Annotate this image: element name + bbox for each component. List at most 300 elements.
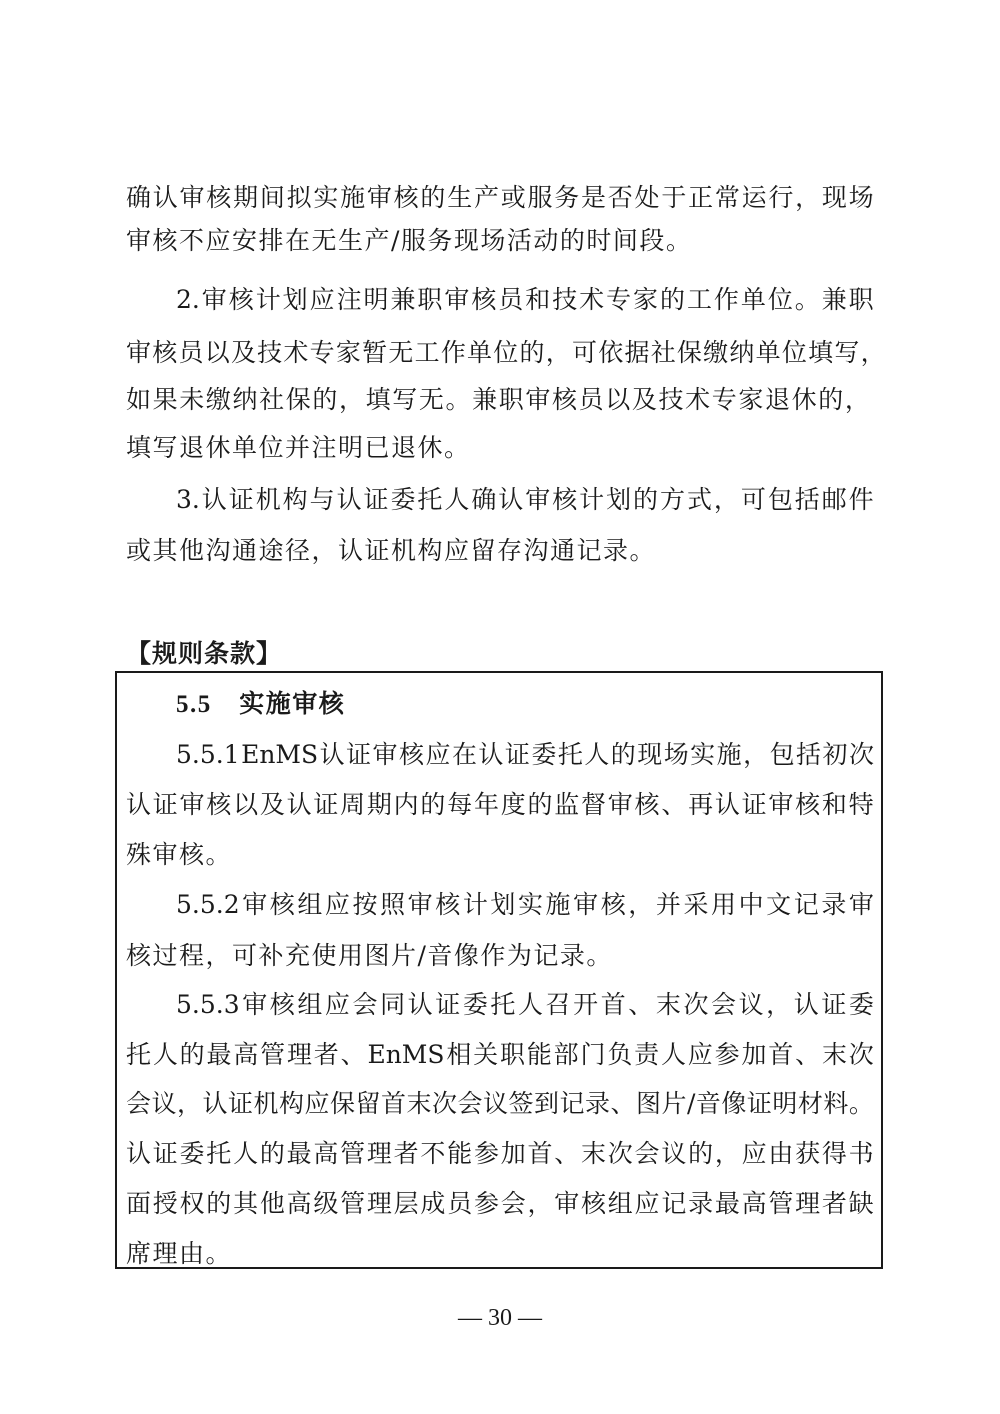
- text-glyph: 机: [255, 485, 281, 514]
- text-glyph: 、: [628, 990, 654, 1019]
- text-glyph: 计: [462, 890, 488, 919]
- text-glyph: 证: [435, 990, 461, 1019]
- text-glyph: 、: [340, 1040, 366, 1069]
- text-glyph: 记: [793, 890, 819, 919]
- text-glyph: 参: [714, 1040, 740, 1069]
- text-glyph: 证: [313, 790, 339, 819]
- text-glyph: 。: [794, 285, 820, 314]
- text-glyph: 的: [206, 1189, 232, 1218]
- text-glyph: 间: [259, 183, 285, 212]
- text-glyph: 的: [818, 385, 844, 414]
- text-glyph: 实: [313, 183, 339, 212]
- text-glyph: 计: [579, 485, 605, 514]
- text-glyph: 应: [304, 1089, 330, 1118]
- text-glyph: 核: [206, 790, 232, 819]
- text-glyph: 方: [660, 485, 686, 514]
- text-glyph: 的: [179, 1040, 205, 1069]
- text-glyph: 实: [517, 890, 543, 919]
- text-glyph: 末: [821, 1040, 847, 1069]
- text-glyph: 务: [554, 183, 580, 212]
- text-glyph: 采: [683, 890, 709, 919]
- text-glyph: 成: [420, 1189, 446, 1218]
- text-glyph: 首: [768, 1040, 794, 1069]
- text-glyph: 高: [286, 1189, 312, 1218]
- text-glyph: EnMS: [241, 740, 319, 769]
- text-glyph: 的: [688, 1139, 714, 1168]
- text-glyph: 保: [676, 338, 702, 367]
- text-glyph: 审: [242, 890, 268, 919]
- text-glyph: 核: [795, 790, 821, 819]
- text-glyph: 委: [179, 1139, 205, 1168]
- text-glyph: 单: [740, 285, 766, 314]
- text-glyph: 认: [478, 740, 504, 769]
- paragraph-line: [126, 382, 870, 418]
- text-glyph: 家: [738, 385, 764, 414]
- text-glyph: 料: [823, 1089, 849, 1118]
- text-glyph: 核: [552, 485, 578, 514]
- text-glyph: 次: [683, 990, 709, 1019]
- text-glyph: 次: [432, 1089, 458, 1118]
- text-glyph: 记: [661, 1189, 687, 1218]
- paragraph-line: [176, 482, 874, 518]
- text-glyph: 审: [179, 183, 205, 212]
- text-glyph: 证: [152, 1139, 178, 1168]
- text-glyph: 确: [471, 485, 497, 514]
- text-glyph: 核: [269, 890, 295, 919]
- text-glyph: 术: [579, 285, 605, 314]
- text-glyph: 由: [768, 1139, 794, 1168]
- text-glyph: 认: [126, 790, 152, 819]
- text-glyph: 首: [527, 1139, 553, 1168]
- text-glyph: 管: [768, 1189, 794, 1218]
- text-glyph: 应: [634, 1189, 660, 1218]
- text-glyph: 内: [393, 790, 419, 819]
- text-glyph: 再: [688, 790, 714, 819]
- text-glyph: 授: [152, 1189, 178, 1218]
- text-glyph: 托: [417, 485, 443, 514]
- text-glyph: 核: [600, 890, 626, 919]
- text-glyph: 是: [581, 183, 607, 212]
- text-glyph: 社: [650, 338, 676, 367]
- text-glyph: 核: [471, 285, 497, 314]
- text-glyph: 、: [661, 790, 687, 819]
- text-glyph: 常: [714, 183, 740, 212]
- text-glyph: 技: [552, 285, 578, 314]
- text-glyph: 托: [557, 740, 583, 769]
- text-glyph: 部: [553, 1040, 579, 1069]
- text-glyph: 组: [297, 990, 323, 1019]
- text-glyph: 的: [633, 485, 659, 514]
- text-glyph: 机: [253, 1089, 279, 1118]
- text-glyph: 证: [746, 1089, 772, 1118]
- clause-line: [126, 787, 874, 823]
- text-glyph: 每: [447, 790, 473, 819]
- text-glyph: 认: [714, 790, 740, 819]
- text-glyph: 术: [685, 385, 711, 414]
- text-glyph: 员: [447, 1189, 473, 1218]
- text-glyph: 职: [848, 285, 874, 314]
- text-glyph: 与: [309, 485, 335, 514]
- text-glyph: 行: [768, 183, 794, 212]
- text-glyph: 审: [848, 890, 874, 919]
- text-glyph: 无: [418, 385, 444, 414]
- text-glyph: 委: [462, 990, 488, 1019]
- text-glyph: 暂: [362, 338, 388, 367]
- text-glyph: ，: [743, 740, 769, 769]
- text-glyph: 负: [607, 1040, 633, 1069]
- clause-line: [126, 1086, 874, 1122]
- text-glyph: 管: [340, 1189, 366, 1218]
- text-glyph: 明: [363, 285, 389, 314]
- text-glyph: 邮: [821, 485, 847, 514]
- text-glyph: 核: [206, 183, 232, 212]
- text-glyph: 施: [545, 890, 571, 919]
- text-glyph: 议: [661, 1139, 687, 1168]
- text-glyph: 家: [633, 285, 659, 314]
- text-glyph: 末: [406, 1089, 432, 1118]
- text-glyph: 实: [690, 740, 716, 769]
- text-glyph: 于: [661, 183, 687, 212]
- clause-title: [176, 686, 345, 722]
- text-glyph: 获: [795, 1139, 821, 1168]
- text-glyph: 处: [634, 183, 660, 212]
- text-glyph: 核: [228, 285, 254, 314]
- text-glyph: 中: [738, 890, 764, 919]
- text-glyph: 理: [366, 1189, 392, 1218]
- text-glyph: 如: [126, 385, 152, 414]
- text-glyph: 高: [313, 1139, 339, 1168]
- text-glyph: 确: [126, 183, 152, 212]
- text-glyph: 单: [755, 338, 781, 367]
- text-glyph: 期: [233, 183, 259, 212]
- text-glyph: 及: [230, 338, 256, 367]
- text-glyph: 管: [260, 1040, 286, 1069]
- text-glyph: 他: [259, 1189, 285, 1218]
- text-glyph: 末: [655, 990, 681, 1019]
- text-glyph: 审: [242, 990, 268, 1019]
- text-glyph: 应: [425, 740, 451, 769]
- text-glyph: 人: [444, 485, 470, 514]
- text-glyph: 认: [202, 1089, 228, 1118]
- text-glyph: 纳: [232, 385, 258, 414]
- text-glyph: 可: [571, 338, 597, 367]
- text-glyph: 应: [309, 285, 335, 314]
- text-glyph: 核: [435, 890, 461, 919]
- text-glyph: 施: [716, 740, 742, 769]
- text-glyph: 次: [848, 740, 874, 769]
- text-glyph: 职: [498, 385, 524, 414]
- text-glyph: 认: [336, 485, 362, 514]
- text-glyph: 。: [848, 1089, 874, 1118]
- text-glyph: 在: [451, 740, 477, 769]
- text-glyph: 的: [610, 740, 636, 769]
- clause-line: 席理由。: [126, 1239, 233, 1268]
- clause-line: 殊审核。: [126, 840, 233, 869]
- text-glyph: 括: [796, 740, 822, 769]
- text-glyph: 服: [527, 183, 553, 212]
- text-glyph: 位: [767, 285, 793, 314]
- text-glyph: 同: [380, 990, 406, 1019]
- text-glyph: 证: [346, 740, 372, 769]
- text-glyph: 运: [741, 183, 767, 212]
- text-glyph: 理: [795, 1189, 821, 1218]
- text-glyph: 专: [606, 285, 632, 314]
- text-glyph: 包: [769, 740, 795, 769]
- text-glyph: 委: [848, 990, 874, 1019]
- text-glyph: 场: [663, 740, 689, 769]
- text-glyph: 位: [493, 338, 519, 367]
- text-glyph: 的: [519, 338, 545, 367]
- text-glyph: ，: [713, 485, 739, 514]
- text-glyph: 门: [580, 1040, 606, 1069]
- text-glyph: 可: [740, 485, 766, 514]
- text-glyph: 证: [363, 485, 389, 514]
- text-glyph: ，: [545, 338, 571, 367]
- text-glyph: 保: [285, 385, 311, 414]
- text-glyph: 用: [711, 890, 737, 919]
- text-glyph: 证: [228, 485, 254, 514]
- text-glyph: 明: [772, 1089, 798, 1118]
- text-glyph: 理: [366, 1139, 392, 1168]
- text-glyph: 审: [607, 790, 633, 819]
- text-glyph: ，: [860, 338, 886, 367]
- text-glyph: 证: [741, 790, 767, 819]
- text-glyph: 按: [352, 890, 378, 919]
- text-glyph: 的: [312, 385, 338, 414]
- clause-title-number: 5.5: [176, 691, 212, 718]
- text-glyph: 人: [517, 990, 543, 1019]
- text-glyph: 保: [330, 1089, 356, 1118]
- text-glyph: 会: [457, 1089, 483, 1118]
- clause-line: [126, 1186, 874, 1222]
- text-glyph: 审: [126, 338, 152, 367]
- text-glyph: 及: [259, 790, 285, 819]
- paragraph-line: 或其他沟通途径，认证机构应留存沟通记录。: [126, 536, 657, 565]
- text-glyph: 关: [473, 1040, 499, 1069]
- text-glyph: 应: [687, 1040, 713, 1069]
- text-glyph: 员: [178, 338, 204, 367]
- text-glyph: 审: [201, 285, 227, 314]
- text-glyph: 作: [440, 338, 466, 367]
- text-glyph: 或: [500, 183, 526, 212]
- text-glyph: 以: [204, 338, 230, 367]
- paragraph-line: 填写退休单位并注明已退休。: [126, 433, 471, 462]
- text-glyph: ，: [177, 1089, 203, 1118]
- text-glyph: 社: [259, 385, 285, 414]
- text-glyph: 周: [340, 790, 366, 819]
- text-glyph: 及: [631, 385, 657, 414]
- text-glyph: 兼: [390, 285, 416, 314]
- text-glyph: 审: [554, 1189, 580, 1218]
- text-glyph: 能: [526, 1040, 552, 1069]
- text-glyph: 能: [447, 1139, 473, 1168]
- text-glyph: 到: [534, 1089, 560, 1118]
- text-glyph: 得: [821, 1139, 847, 1168]
- text-glyph: 、: [795, 1040, 821, 1069]
- text-glyph: 位: [781, 338, 807, 367]
- text-glyph: 退: [765, 385, 791, 414]
- clause-title-text: 实施审核: [239, 689, 346, 718]
- text-glyph: 施: [340, 183, 366, 212]
- text-glyph: 最: [286, 1139, 312, 1168]
- text-glyph: 像: [721, 1089, 747, 1118]
- paragraph-line: 审核不应安排在无生产/服务现场活动的时间段。: [126, 226, 693, 255]
- text-glyph: 议: [738, 990, 764, 1019]
- paragraph-line: [176, 282, 874, 318]
- clause-line: [176, 887, 874, 923]
- text-glyph: 审: [407, 890, 433, 919]
- clause-line: [126, 1136, 874, 1172]
- text-glyph: 责: [634, 1040, 660, 1069]
- text-glyph: 兼: [472, 385, 498, 414]
- text-glyph: 录: [688, 1189, 714, 1218]
- text-glyph: 认: [793, 990, 819, 1019]
- text-glyph: 的: [420, 183, 446, 212]
- text-glyph: 2.: [176, 285, 200, 314]
- text-glyph: 职: [500, 1040, 526, 1069]
- text-glyph: 件: [848, 485, 874, 514]
- text-glyph: 专: [711, 385, 737, 414]
- text-glyph: 场: [848, 183, 874, 212]
- text-glyph: 拟: [286, 183, 312, 212]
- text-glyph: 划: [490, 890, 516, 919]
- text-glyph: 纳: [729, 338, 755, 367]
- text-glyph: 审: [525, 385, 551, 414]
- text-glyph: 认: [201, 485, 227, 514]
- text-glyph: 构: [279, 1089, 305, 1118]
- text-glyph: 录: [821, 890, 847, 919]
- text-glyph: 相: [446, 1040, 472, 1069]
- text-glyph: 核: [634, 790, 660, 819]
- text-glyph: 的: [527, 790, 553, 819]
- text-glyph: 会: [634, 1139, 660, 1168]
- clause-line: [126, 1037, 874, 1073]
- text-glyph: 缴: [205, 385, 231, 414]
- text-glyph: 注: [336, 285, 362, 314]
- text-glyph: 议: [483, 1089, 509, 1118]
- text-glyph: 核: [581, 1189, 607, 1218]
- text-glyph: 认: [498, 485, 524, 514]
- text-glyph: 技: [658, 385, 684, 414]
- text-glyph: 最: [206, 1040, 232, 1069]
- text-glyph: 应: [324, 990, 350, 1019]
- text-glyph: 图: [636, 1089, 662, 1118]
- text-glyph: 以: [605, 385, 631, 414]
- text-glyph: ，: [714, 1139, 740, 1168]
- text-glyph: 材: [797, 1089, 823, 1118]
- text-glyph: ，: [766, 990, 792, 1019]
- text-glyph: 证: [152, 790, 178, 819]
- text-glyph: 督: [581, 790, 607, 819]
- text-glyph: 度: [500, 790, 526, 819]
- text-glyph: 、: [610, 1089, 636, 1118]
- text-glyph: 的: [259, 1139, 285, 1168]
- text-glyph: 核: [393, 183, 419, 212]
- text-glyph: 者: [393, 1139, 419, 1168]
- text-glyph: EnMS: [367, 1040, 445, 1069]
- text-glyph: 级: [313, 1189, 339, 1218]
- text-glyph: 层: [393, 1189, 419, 1218]
- text-glyph: 家: [335, 338, 361, 367]
- page-number: — 30 —: [458, 1305, 542, 1331]
- text-glyph: 期: [366, 790, 392, 819]
- text-glyph: 工: [686, 285, 712, 314]
- text-glyph: 包: [767, 485, 793, 514]
- text-glyph: 委: [390, 485, 416, 514]
- text-glyph: ，: [844, 385, 870, 414]
- text-glyph: 缺: [848, 1189, 874, 1218]
- text-glyph: 审: [179, 790, 205, 819]
- text-glyph: 计: [255, 285, 281, 314]
- text-glyph: 开: [573, 990, 599, 1019]
- clause-line: [176, 737, 874, 773]
- text-glyph: 5.5.3: [176, 990, 240, 1019]
- text-glyph: 年: [473, 790, 499, 819]
- section-heading: 【规则条款】: [126, 639, 283, 668]
- text-glyph: 音: [695, 1089, 721, 1118]
- text-glyph: 认: [126, 1139, 152, 1168]
- text-glyph: 单: [467, 338, 493, 367]
- text-glyph: 现: [637, 740, 663, 769]
- text-glyph: 、: [554, 1139, 580, 1168]
- text-glyph: 技: [257, 338, 283, 367]
- text-glyph: 管: [340, 1139, 366, 1168]
- text-glyph: 认: [407, 990, 433, 1019]
- text-glyph: 员: [578, 385, 604, 414]
- text-glyph: 会: [126, 1089, 152, 1118]
- text-glyph: 划: [606, 485, 632, 514]
- text-glyph: 参: [473, 1189, 499, 1218]
- text-glyph: 认: [286, 790, 312, 819]
- text-glyph: 次: [848, 1040, 874, 1069]
- text-glyph: 缴: [703, 338, 729, 367]
- text-glyph: 和: [525, 285, 551, 314]
- text-glyph: 兼: [821, 285, 847, 314]
- text-glyph: 者: [313, 1040, 339, 1069]
- text-glyph: 组: [607, 1189, 633, 1218]
- text-glyph: 生: [447, 183, 473, 212]
- text-glyph: 会: [352, 990, 378, 1019]
- text-glyph: 面: [126, 1189, 152, 1218]
- text-glyph: 权: [179, 1189, 205, 1218]
- text-glyph: 最: [714, 1189, 740, 1218]
- text-glyph: 次: [607, 1139, 633, 1168]
- text-glyph: 托: [490, 990, 516, 1019]
- text-glyph: 审: [366, 183, 392, 212]
- text-glyph: 录: [585, 1089, 611, 1118]
- text-glyph: 审: [444, 285, 470, 314]
- text-glyph: 高: [233, 1040, 259, 1069]
- text-glyph: 构: [282, 485, 308, 514]
- text-glyph: 的: [660, 285, 686, 314]
- text-glyph: 会: [711, 990, 737, 1019]
- text-glyph: 议: [151, 1089, 177, 1118]
- text-glyph: 记: [559, 1089, 585, 1118]
- text-glyph: 证: [821, 990, 847, 1019]
- text-glyph: 产: [473, 183, 499, 212]
- text-glyph: 并: [655, 890, 681, 919]
- text-glyph: 加: [500, 1139, 526, 1168]
- text-glyph: ，: [795, 183, 821, 212]
- text-glyph: 文: [766, 890, 792, 919]
- text-glyph: 人: [152, 1040, 178, 1069]
- text-glyph: 首: [600, 990, 626, 1019]
- text-glyph: 特: [848, 790, 874, 819]
- text-glyph: 高: [741, 1189, 767, 1218]
- text-glyph: 职: [417, 285, 443, 314]
- text-glyph: 括: [794, 485, 820, 514]
- text-glyph: 作: [713, 285, 739, 314]
